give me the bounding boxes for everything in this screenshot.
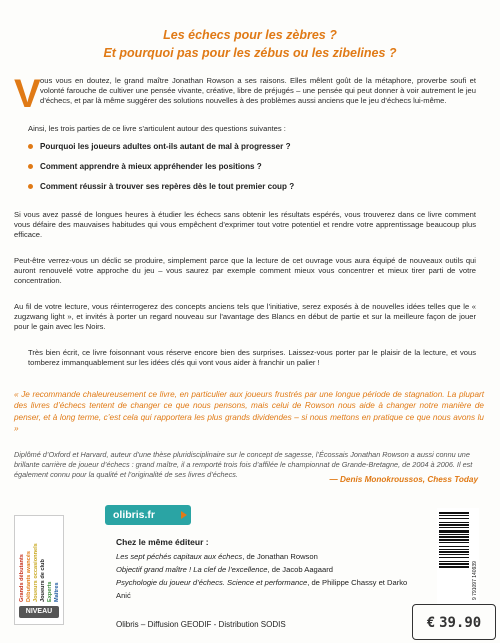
level-label: Joueurs de club <box>40 559 46 602</box>
level-label: Débutants avancés <box>26 551 32 602</box>
book-author: , de Jacob Aagaard <box>267 565 333 574</box>
question-text: Comment apprendre à mieux appréhender les positions ? <box>40 162 262 171</box>
level-label: Joueurs occasionnels <box>33 543 39 602</box>
barcode-icon <box>437 508 479 604</box>
headline-line-1: Les échecs pour les zèbres ? <box>163 28 337 42</box>
level-badge: NIVEAU <box>19 606 59 618</box>
price-amount: 39.90 <box>439 615 482 631</box>
body-paragraph: Si vous avez passé de longues heures à étudier les échecs sans obtenir les résultats espérés, vous trouverez dans ce livre comment vous défaire des mauvaises habitudes qui vous empêchent d’exprimer tout votre potentiel et rendre votre apprentissage beaucoup plus efficace. <box>14 210 476 240</box>
body-paragraph: Au fil de votre lecture, vous réinterrogerez des concepts anciens tels que l’initiative, serez exposés à de nouvelles idées telles que le « zugzwang light », et invités à porter un regard nouveau sur l’avantage des Blancs en début de partie et sur la meilleure façon de jouer pour le gain avec les Noirs. <box>14 302 476 332</box>
price-tag <box>412 604 496 640</box>
question-item <box>40 182 480 191</box>
book-title: Objectif grand maître ! La clef de l’excellence <box>116 565 268 574</box>
book-item <box>116 550 416 563</box>
bullet-icon <box>28 184 33 189</box>
question-item <box>40 162 480 171</box>
book-author: , de Jonathan Rowson <box>242 552 318 561</box>
question-text: Pourquoi les joueurs adultes ont-ils autant de mal à progresser ? <box>40 142 291 151</box>
level-label: Grands débutants <box>19 554 25 602</box>
body-paragraph: Peut-être verrez-vous un déclic se produire, simplement parce que la lecture de cet ouvrage vous aura équipé de nouveaux outils qui auront renouvelé votre approche du jeu – vous saurez par exemple comment mieux vous concentrer et mieux tirer parti de votre concentration. <box>14 256 476 286</box>
headline-line-2: Et pourquoi pas pour les zébus ou les zibelines ? <box>103 46 397 60</box>
level-label: Maîtres <box>54 582 60 602</box>
question-item <box>40 142 480 151</box>
question-text: Comment réussir à trouver ses repères dès le tout premier coup ? <box>40 182 295 191</box>
level-indicator <box>14 515 64 625</box>
bullet-icon <box>28 164 33 169</box>
intro-text: ous vous en doutez, le grand maître Jonathan Rowson a ses raisons. Elles mêlent goût de la métaphore, proverbe soufi et volonté farouche de cultiver une pensée vivante, créative, libre de préjugés – une pensée qui peut donner à voir autrement le jeu d’échecs, et par là même suggérer des solutions nouvelles à des problèmes aussi anciens que le jeu d’échecs lui-même. <box>40 76 476 106</box>
author-bio: Diplômé d’Oxford et Harvard, auteur d’une thèse pluridisciplinaire sur le concept de sagesse, l’Écossais Jonathan Rowson a aussi connu une brillante carrière de joueur d’échecs : grand maître, il a remporté trois fois d’affilée le championnat de Grande-Bretagne, de 2004 à 2006. Il est également connu pour la qualité et l’originalité de ses livres d’échecs. <box>14 450 473 479</box>
drop-cap: V <box>14 72 41 116</box>
book-item <box>116 576 416 603</box>
body-paragraph: Très bien écrit, ce livre foisonnant vous réserve encore bien des surprises. Laissez-vous porter par le plaisir de la lecture, et vous tomberez immanquablement sur les idées clés qui vont vous aider à franchir un palier ! <box>28 348 476 368</box>
level-label: Experts <box>47 581 53 602</box>
book-item <box>116 563 416 576</box>
testimonial-author: — Denis Monokroussos, Chess Today <box>329 475 478 484</box>
book-author: , de Philippe Chassy et Darko Anić <box>116 578 408 601</box>
publisher-logo <box>105 505 191 525</box>
book-title: Psychologie du joueur d’échecs. Science et performance <box>116 578 308 587</box>
publisher-logo-text: olibris.fr <box>113 509 156 521</box>
isbn-number: 9 791097 140939 <box>472 561 478 600</box>
arrow-icon <box>181 511 187 519</box>
testimonial-quote: « Je recommande chaleureusement ce livre, en particulier aux joueurs frustrés par une longue période de stagnation. La plupart des livres d’échecs tentent de changer ce que nous pensons, mais celui de Rowson nous aide à changer notre manière de penser, et à long terme, c’est cela qui rapportera les plus grands dividendes – si nous mettons en pratique ce que nous avons lu » <box>14 390 484 433</box>
editor-heading: Chez le même éditeur : <box>116 537 209 547</box>
distribution-line: Olibris – Diffusion GEODIF - Distribution SODIS <box>116 620 286 629</box>
book-title: Les sept péchés capitaux aux échecs <box>116 552 243 561</box>
intro-paragraph <box>40 76 476 107</box>
questions-intro: Ainsi, les trois parties de ce livre s’articulent autour des questions suivantes : <box>28 124 286 133</box>
price-currency: € <box>426 615 436 631</box>
bullet-icon <box>28 144 33 149</box>
